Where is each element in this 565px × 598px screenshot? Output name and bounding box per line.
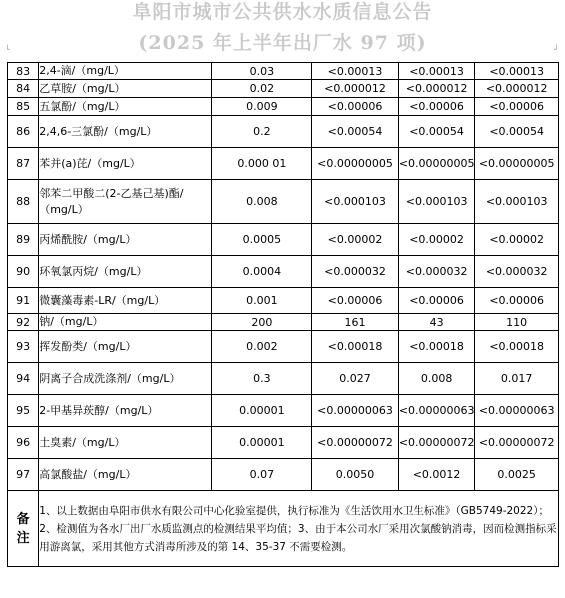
row-value-3: <0.00000072 xyxy=(475,427,559,459)
corner-mark-left: └ xyxy=(5,45,10,54)
row-value-1: <0.00006 xyxy=(312,98,399,116)
row-limit: 0.0005 xyxy=(212,224,312,256)
row-value-3: <0.00000005 xyxy=(475,148,559,180)
row-value-1: <0.00000063 xyxy=(312,395,399,427)
page-subtitle: (2025 年上半年出厂水 97 项) xyxy=(138,32,427,54)
row-item-name: 五氯酚/（mg/L） xyxy=(39,98,212,116)
row-value-3: 110 xyxy=(475,314,559,331)
row-number: 84 xyxy=(8,80,39,98)
row-limit: 0.0004 xyxy=(212,256,312,288)
table-row xyxy=(8,224,559,256)
row-limit: 200 xyxy=(212,314,312,331)
row-item-name: 邻苯二甲酸二(2-乙基己基)酯/（mg/L） xyxy=(39,180,212,224)
row-item-name: 钠/（mg/L） xyxy=(39,314,212,331)
row-value-3: <0.00018 xyxy=(475,331,559,363)
row-value-1: <0.000012 xyxy=(312,80,399,98)
table-body xyxy=(8,63,559,491)
row-value-1: <0.00002 xyxy=(312,224,399,256)
row-number: 87 xyxy=(8,148,39,180)
corner-mark-right: ┘ xyxy=(554,45,559,54)
notes-text: 1、以上数据由阜阳市供水有限公司中心化验室提供，执行标准为《生活饮用水卫生标准》（GB5749-2022）；2、检测值为各水厂出厂水质监测点的检测结果平均值；3、由于本公司水厂采用次氯酸钠消毒，因而检测指标采用游离氯，采用其他方式消毒所涉及的第 14、35-37 不需要检测。 xyxy=(39,491,559,567)
table-row xyxy=(8,256,559,288)
row-value-3: 0.017 xyxy=(475,363,559,395)
water-quality-table xyxy=(7,62,559,567)
row-value-3: 0.0025 xyxy=(475,459,559,491)
row-value-3: <0.00006 xyxy=(475,98,559,116)
table-row xyxy=(8,80,559,98)
row-value-3: <0.000103 xyxy=(475,180,559,224)
row-item-name: 微囊藻毒素-LR/（mg/L） xyxy=(39,288,212,314)
row-number: 85 xyxy=(8,98,39,116)
table-row xyxy=(8,395,559,427)
table-row xyxy=(8,459,559,491)
row-value-2: <0.00013 xyxy=(398,63,475,80)
table-row xyxy=(8,331,559,363)
row-item-name: 环氧氯丙烷/（mg/L） xyxy=(39,256,212,288)
row-value-2: <0.000012 xyxy=(398,80,475,98)
row-value-2: 0.008 xyxy=(398,363,475,395)
row-value-3: <0.000032 xyxy=(475,256,559,288)
row-value-3: <0.00000063 xyxy=(475,395,559,427)
row-limit: 0.008 xyxy=(212,180,312,224)
row-item-name: 苯并(a)芘/（mg/L） xyxy=(39,148,212,180)
row-limit: 0.2 xyxy=(212,116,312,148)
row-value-2: 43 xyxy=(398,314,475,331)
row-value-1: 161 xyxy=(312,314,399,331)
row-value-1: <0.000032 xyxy=(312,256,399,288)
table-row xyxy=(8,363,559,395)
row-value-1: <0.000103 xyxy=(312,180,399,224)
row-number: 96 xyxy=(8,427,39,459)
row-item-name: 2,4-滴/（mg/L） xyxy=(39,63,212,80)
row-number: 91 xyxy=(8,288,39,314)
row-limit: 0.07 xyxy=(212,459,312,491)
row-value-1: 0.0050 xyxy=(312,459,399,491)
row-value-2: <0.00000063 xyxy=(398,395,475,427)
row-item-name: 2-甲基异莰醇/（mg/L） xyxy=(39,395,212,427)
row-value-2: <0.00054 xyxy=(398,116,475,148)
table-row xyxy=(8,288,559,314)
table-row xyxy=(8,180,559,224)
row-value-2: <0.00000005 xyxy=(398,148,475,180)
row-item-name: 乙草胺/（mg/L） xyxy=(39,80,212,98)
row-limit: 0.3 xyxy=(212,363,312,395)
row-value-1: 0.027 xyxy=(312,363,399,395)
row-value-1: <0.00013 xyxy=(312,63,399,80)
row-number: 90 xyxy=(8,256,39,288)
notes-label: 备注 xyxy=(16,511,30,546)
row-value-2: <0.00000072 xyxy=(398,427,475,459)
table-row xyxy=(8,427,559,459)
row-item-name: 丙烯酰胺/（mg/L） xyxy=(39,224,212,256)
page-title: 阜阳市城市公共供水水质信息公告 xyxy=(132,1,433,23)
notes-label-cell xyxy=(8,491,39,567)
row-value-3: <0.00013 xyxy=(475,63,559,80)
row-value-3: <0.00054 xyxy=(475,116,559,148)
row-item-name: 2,4,6-三氯酚/（mg/L） xyxy=(39,116,212,148)
row-number: 83 xyxy=(8,63,39,80)
row-number: 97 xyxy=(8,459,39,491)
row-value-1: <0.00018 xyxy=(312,331,399,363)
row-limit: 0.002 xyxy=(212,331,312,363)
row-value-1: <0.00006 xyxy=(312,288,399,314)
table-row xyxy=(8,116,559,148)
table-row xyxy=(8,98,559,116)
row-number: 86 xyxy=(8,116,39,148)
row-item-name: 阴离子合成洗涤剂/（mg/L） xyxy=(39,363,212,395)
row-limit: 0.00001 xyxy=(212,427,312,459)
row-value-3: <0.00002 xyxy=(475,224,559,256)
row-item-name: 高氯酸盐/（mg/L） xyxy=(39,459,212,491)
row-number: 95 xyxy=(8,395,39,427)
row-number: 88 xyxy=(8,180,39,224)
row-value-2: <0.000032 xyxy=(398,256,475,288)
row-limit: 0.02 xyxy=(212,80,312,98)
row-item-name: 挥发酚类/（mg/L） xyxy=(39,331,212,363)
row-value-2: <0.00018 xyxy=(398,331,475,363)
table-row xyxy=(8,63,559,80)
row-value-3: <0.00006 xyxy=(475,288,559,314)
row-value-1: <0.00000005 xyxy=(312,148,399,180)
row-limit: 0.009 xyxy=(212,98,312,116)
row-limit: 0.000 01 xyxy=(212,148,312,180)
row-number: 93 xyxy=(8,331,39,363)
row-number: 92 xyxy=(8,314,39,331)
row-value-2: <0.00006 xyxy=(398,98,475,116)
row-limit: 0.001 xyxy=(212,288,312,314)
row-value-2: <0.00006 xyxy=(398,288,475,314)
row-value-2: <0.00002 xyxy=(398,224,475,256)
row-value-2: <0.0012 xyxy=(398,459,475,491)
notes-row xyxy=(8,491,559,567)
row-limit: 0.00001 xyxy=(212,395,312,427)
table-row xyxy=(8,148,559,180)
row-limit: 0.03 xyxy=(212,63,312,80)
row-item-name: 土臭素/（mg/L） xyxy=(39,427,212,459)
row-value-1: <0.00054 xyxy=(312,116,399,148)
row-value-1: <0.00000072 xyxy=(312,427,399,459)
row-value-2: <0.000103 xyxy=(398,180,475,224)
row-value-3: <0.000012 xyxy=(475,80,559,98)
table-row xyxy=(8,314,559,331)
row-number: 89 xyxy=(8,224,39,256)
row-number: 94 xyxy=(8,363,39,395)
